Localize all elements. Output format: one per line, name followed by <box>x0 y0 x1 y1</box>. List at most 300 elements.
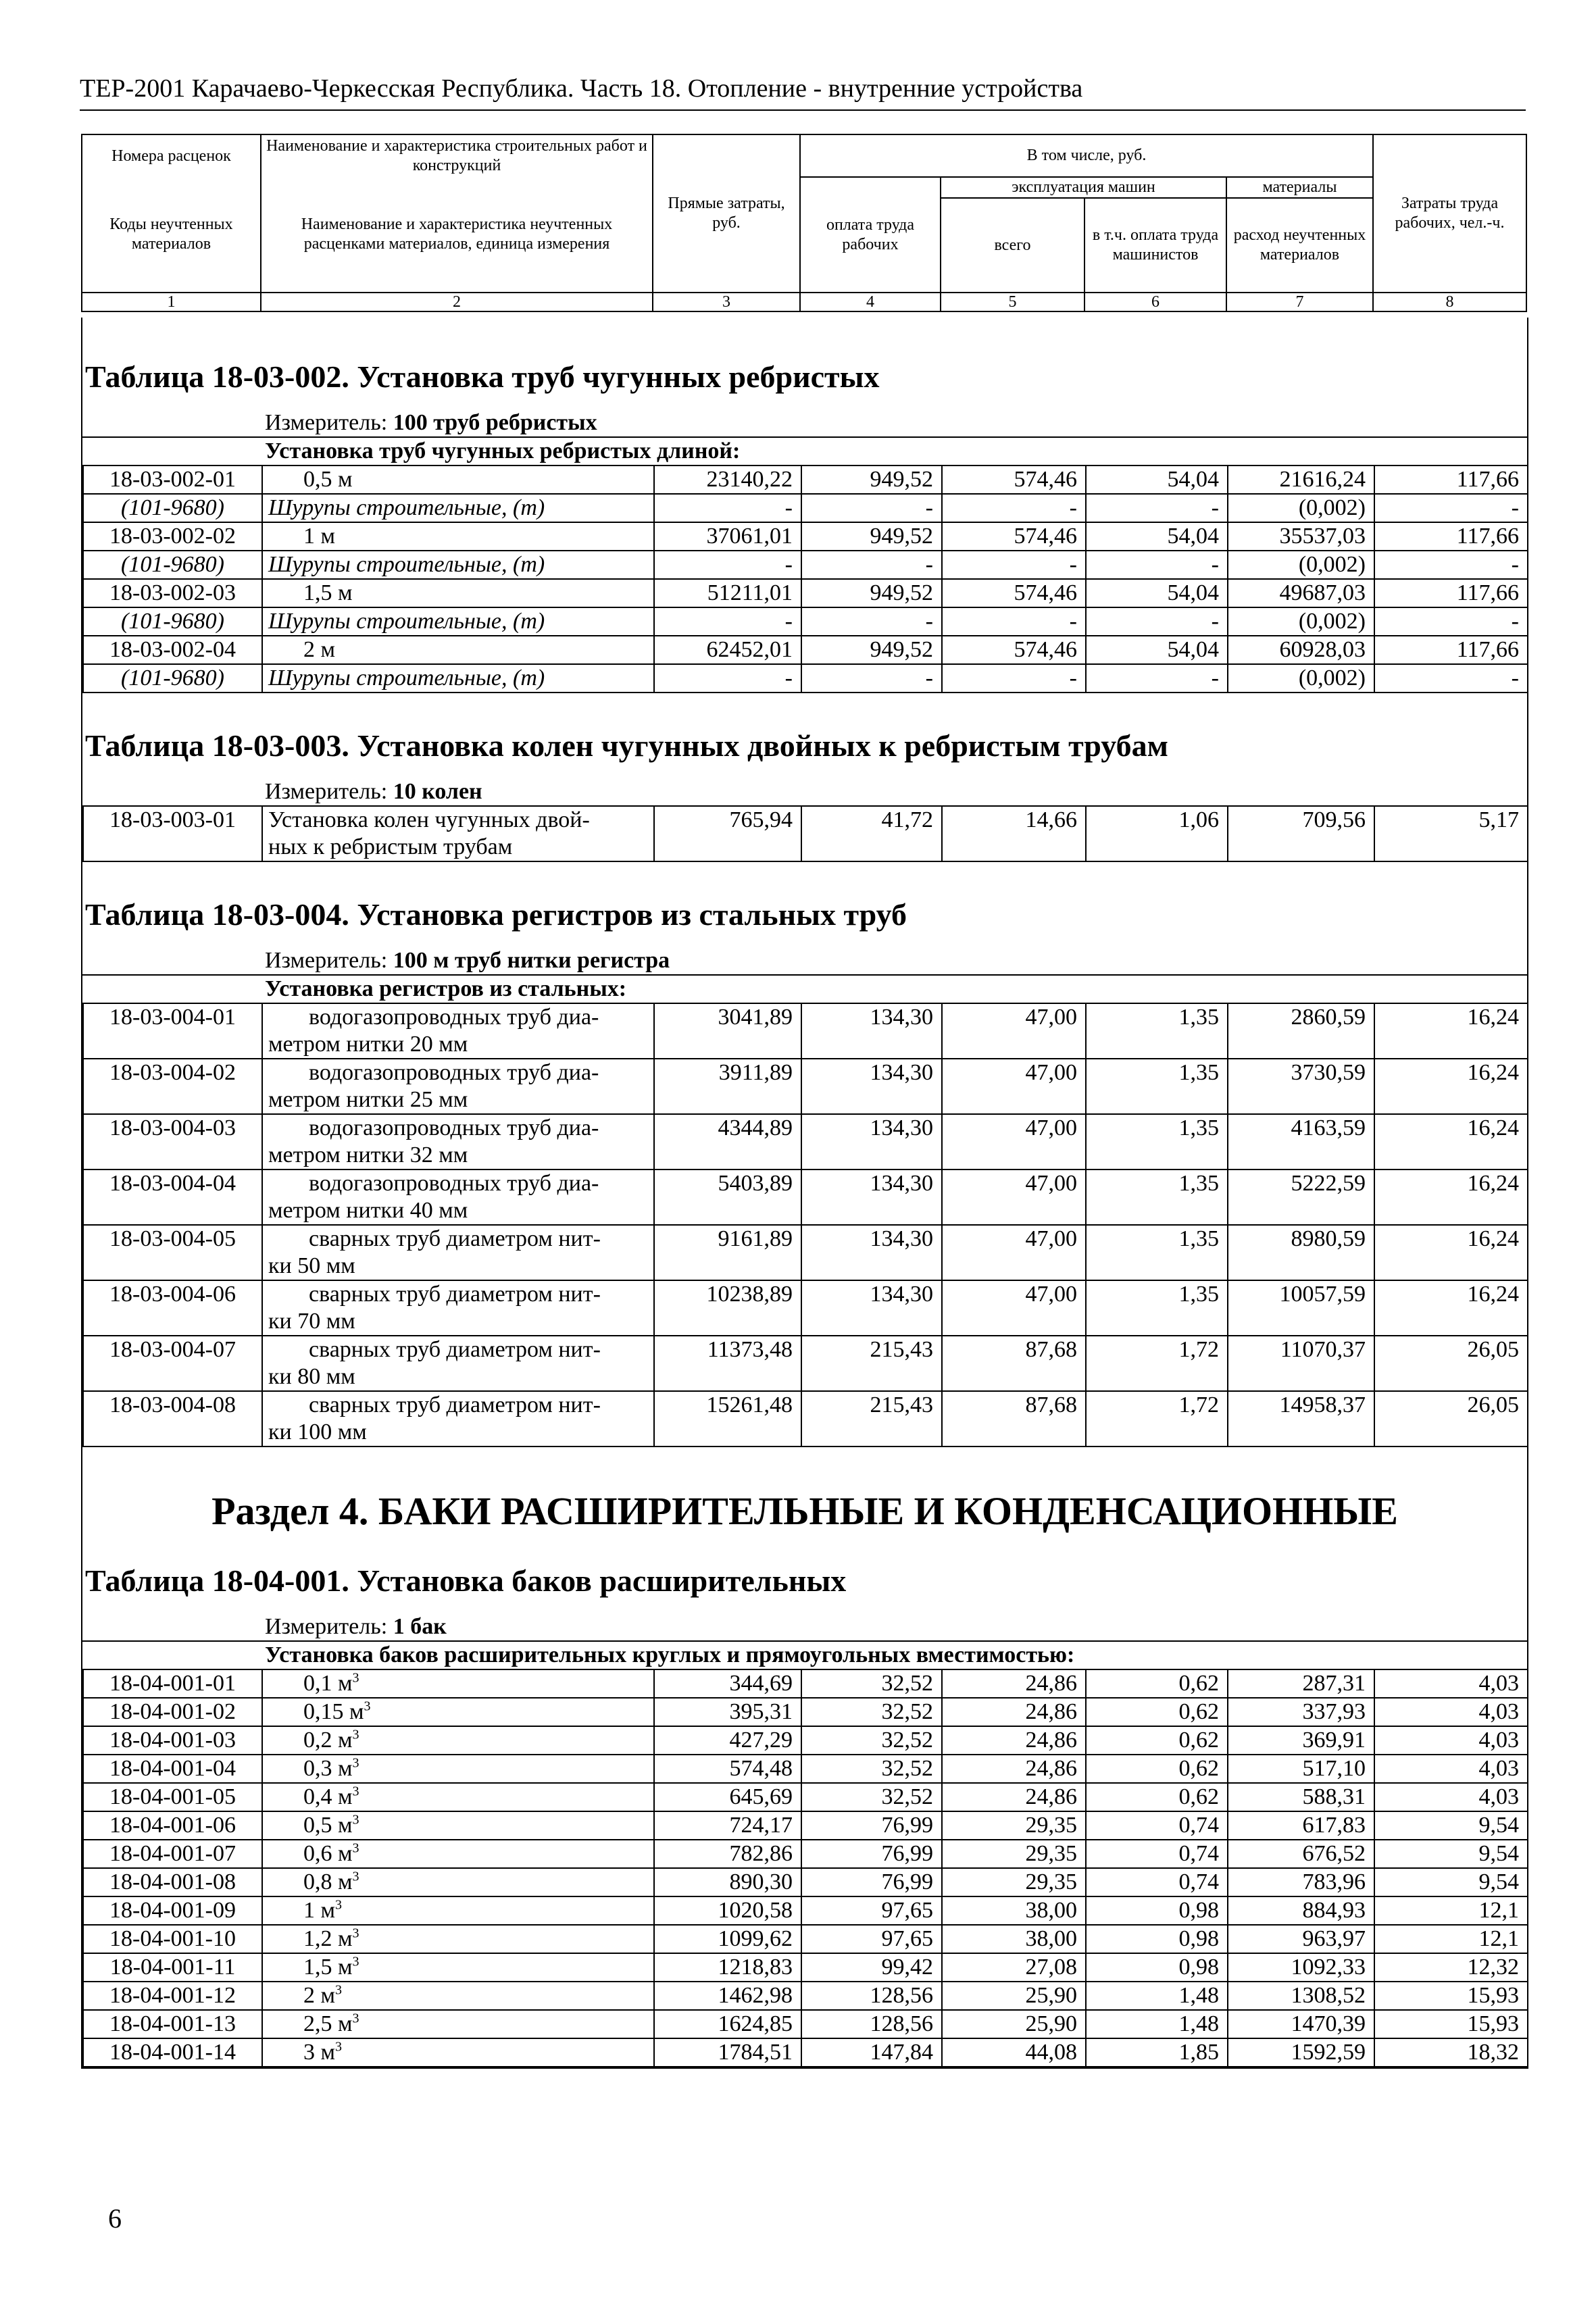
value-cell: - <box>1374 664 1528 693</box>
value-cell: 47,00 <box>942 1059 1086 1114</box>
value-cell: 1784,51 <box>654 2038 801 2067</box>
value-cell: 47,00 <box>942 1280 1086 1336</box>
value-cell: 32,52 <box>801 1783 942 1811</box>
table-row <box>83 2038 1528 2067</box>
table-row <box>83 1670 1528 1698</box>
value-cell: 0,74 <box>1086 1811 1228 1840</box>
value-cell: (0,002) <box>1228 494 1374 522</box>
value-cell: 884,93 <box>1228 1896 1374 1925</box>
table-18-03-003 <box>82 807 1528 862</box>
value-cell: - <box>801 551 942 579</box>
value-cell: 0,62 <box>1086 1698 1228 1726</box>
value-cell: 3911,89 <box>654 1059 801 1114</box>
table-row <box>83 1953 1528 1982</box>
value-cell: 117,66 <box>1374 522 1528 551</box>
value-cell: 1,35 <box>1086 1225 1228 1280</box>
value-cell: 890,30 <box>654 1868 801 1896</box>
value-cell: 32,52 <box>801 1726 942 1755</box>
value-cell: 3041,89 <box>654 1004 801 1059</box>
value-cell: 0,62 <box>1086 1670 1228 1698</box>
table-row <box>83 494 1528 522</box>
table-18-03-002 <box>82 466 1528 693</box>
col-num: 1 <box>82 293 261 311</box>
value-cell: 574,46 <box>942 466 1086 494</box>
value-cell: 76,99 <box>801 1840 942 1868</box>
value-cell: 32,52 <box>801 1755 942 1783</box>
value-cell: 97,65 <box>801 1925 942 1953</box>
name-cell: 2 $м^3$ <box>262 1982 654 2010</box>
value-cell: - <box>942 664 1086 693</box>
page-header: ТЕР-2001 Карачаево-Черкесская Республика. Часть 18. Отопление - внутренние устройства <box>80 73 1526 111</box>
name-cell: 2,5 $м^3$ <box>262 2010 654 2038</box>
code-cell: 18-03-004-04 <box>83 1169 262 1225</box>
value-cell: 574,46 <box>942 636 1086 664</box>
value-cell: 5222,59 <box>1228 1169 1374 1225</box>
name-cell: 0,3 $м^3$ <box>262 1755 654 1783</box>
col-header-2-top: Наименование и характеристика строительных работ и конструкций <box>261 134 653 177</box>
table-row <box>83 1114 1528 1169</box>
value-cell: 10057,59 <box>1228 1280 1374 1336</box>
name-cell: водогазопроводных труб диа- метром нитки 40 мм <box>262 1169 654 1225</box>
value-cell: 724,17 <box>654 1811 801 1840</box>
code-cell: 18-04-001-01 <box>83 1670 262 1698</box>
value-cell: 782,86 <box>654 1840 801 1868</box>
value-cell: 1470,39 <box>1228 2010 1374 2038</box>
col-header-8: Затраты труда рабочих, чел.-ч. <box>1373 134 1526 293</box>
value-cell: 369,91 <box>1228 1726 1374 1755</box>
value-cell: 4163,59 <box>1228 1114 1374 1169</box>
table-title: Таблица 18-03-003. Установка колен чугунных двойных к ребристым трубам <box>85 728 1168 763</box>
value-cell: 1,48 <box>1086 1982 1228 2010</box>
value-cell: 49687,03 <box>1228 579 1374 607</box>
value-cell: 47,00 <box>942 1225 1086 1280</box>
value-cell: 395,31 <box>654 1698 801 1726</box>
value-cell: 117,66 <box>1374 636 1528 664</box>
value-cell: 1462,98 <box>654 1982 801 2010</box>
value-cell: 709,56 <box>1228 807 1374 861</box>
col-header-6: в т.ч. оплата труда машинистов <box>1084 198 1226 293</box>
value-cell: 76,99 <box>801 1868 942 1896</box>
table-row <box>83 466 1528 494</box>
table-row <box>83 1225 1528 1280</box>
col-num: 7 <box>1226 293 1373 311</box>
code-cell: 18-03-002-04 <box>83 636 262 664</box>
measure: Измеритель: 100 м труб нитки регистра <box>82 947 1527 976</box>
code-cell: 18-04-001-02 <box>83 1698 262 1726</box>
value-cell: 1,48 <box>1086 2010 1228 2038</box>
value-cell: (0,002) <box>1228 551 1374 579</box>
value-cell: 147,84 <box>801 2038 942 2067</box>
value-cell: (0,002) <box>1228 664 1374 693</box>
value-cell: 27,08 <box>942 1953 1086 1982</box>
code-cell: 18-03-004-07 <box>83 1336 262 1391</box>
value-cell: 51211,01 <box>654 579 801 607</box>
code-cell: 18-04-001-13 <box>83 2010 262 2038</box>
value-cell: 949,52 <box>801 466 942 494</box>
value-cell: 47,00 <box>942 1114 1086 1169</box>
code-cell: 18-04-001-04 <box>83 1755 262 1783</box>
value-cell: 16,24 <box>1374 1004 1528 1059</box>
value-cell: 783,96 <box>1228 1868 1374 1896</box>
value-cell: - <box>801 607 942 636</box>
col-num: 6 <box>1084 293 1226 311</box>
value-cell: 9,54 <box>1374 1840 1528 1868</box>
value-cell: 5403,89 <box>654 1169 801 1225</box>
col-num: 8 <box>1373 293 1526 311</box>
section-title: Раздел 4. БАКИ РАСШИРИТЕЛЬНЫЕ И КОНДЕНСАЦИОННЫЕ <box>211 1489 1398 1533</box>
group-label: Установка регистров из стальных: <box>82 976 1527 1004</box>
code-cell: 18-04-001-11 <box>83 1953 262 1982</box>
code-cell: 18-03-004-02 <box>83 1059 262 1114</box>
value-cell: 1624,85 <box>654 2010 801 2038</box>
value-cell: 1092,33 <box>1228 1953 1374 1982</box>
value-cell: 0,98 <box>1086 1953 1228 1982</box>
table-row <box>83 664 1528 693</box>
table-row <box>83 1982 1528 2010</box>
value-cell: - <box>1086 551 1228 579</box>
value-cell: 617,83 <box>1228 1811 1374 1840</box>
value-cell: 24,86 <box>942 1726 1086 1755</box>
name-cell: 1 $м^3$ <box>262 1896 654 1925</box>
value-cell: 1,72 <box>1086 1336 1228 1391</box>
name-cell: сварных труб диаметром нит- ки 80 мм <box>262 1336 654 1391</box>
col-header-1-top: Номера расценок <box>82 134 261 177</box>
value-cell: 1,06 <box>1086 807 1228 861</box>
name-cell: 0,8 $м^3$ <box>262 1868 654 1896</box>
name-cell: 0,1 $м^3$ <box>262 1670 654 1698</box>
material-name-cell: Шурупы строительные, (т) <box>262 551 654 579</box>
value-cell: - <box>942 551 1086 579</box>
code-cell: 18-04-001-08 <box>83 1868 262 1896</box>
value-cell: 54,04 <box>1086 466 1228 494</box>
code-cell: 18-03-002-02 <box>83 522 262 551</box>
name-cell: 1,5 м <box>262 579 654 607</box>
value-cell: - <box>942 494 1086 522</box>
value-cell: 54,04 <box>1086 522 1228 551</box>
value-cell: 12,32 <box>1374 1953 1528 1982</box>
value-cell: 15261,48 <box>654 1391 801 1447</box>
value-cell: 1,85 <box>1086 2038 1228 2067</box>
value-cell: 0,98 <box>1086 1896 1228 1925</box>
measure: Измеритель: 1 бак <box>82 1613 1527 1642</box>
value-cell: - <box>1374 551 1528 579</box>
table-row <box>83 636 1528 664</box>
table-18-03-004 <box>82 1004 1528 1447</box>
material-code-cell: (101-9680) <box>83 551 262 579</box>
name-cell: водогазопроводных труб диа- метром нитки 32 мм <box>262 1114 654 1169</box>
value-cell: 12,1 <box>1374 1896 1528 1925</box>
value-cell: 134,30 <box>801 1114 942 1169</box>
value-cell: 35537,03 <box>1228 522 1374 551</box>
value-cell: 38,00 <box>942 1925 1086 1953</box>
table-title: Таблица 18-04-001. Установка баков расширительных <box>85 1563 847 1598</box>
value-cell: 963,97 <box>1228 1925 1374 1953</box>
value-cell: 588,31 <box>1228 1783 1374 1811</box>
value-cell: - <box>942 607 1086 636</box>
value-cell: 47,00 <box>942 1169 1086 1225</box>
value-cell: 14,66 <box>942 807 1086 861</box>
value-cell: 949,52 <box>801 579 942 607</box>
value-cell: 4,03 <box>1374 1783 1528 1811</box>
code-cell: 18-03-004-01 <box>83 1004 262 1059</box>
table-row <box>83 1059 1528 1114</box>
value-cell: 1308,52 <box>1228 1982 1374 2010</box>
col-header-2-bottom: Наименование и характеристика неучтенных расценками материалов, единица измерения <box>261 177 653 293</box>
value-cell: 16,24 <box>1374 1059 1528 1114</box>
table-row <box>83 522 1528 551</box>
value-cell: 4,03 <box>1374 1670 1528 1698</box>
table-title: Таблица 18-03-002. Установка труб чугунных ребристых <box>85 359 880 394</box>
value-cell: 44,08 <box>942 2038 1086 2067</box>
value-cell: 949,52 <box>801 522 942 551</box>
value-cell: 62452,01 <box>654 636 801 664</box>
name-cell: сварных труб диаметром нит- ки 100 мм <box>262 1391 654 1447</box>
value-cell: 427,29 <box>654 1726 801 1755</box>
code-cell: 18-03-002-03 <box>83 579 262 607</box>
content <box>81 318 1528 2069</box>
value-cell: 24,86 <box>942 1670 1086 1698</box>
value-cell: 16,24 <box>1374 1225 1528 1280</box>
value-cell: - <box>801 664 942 693</box>
value-cell: 949,52 <box>801 636 942 664</box>
value-cell: 9,54 <box>1374 1811 1528 1840</box>
table-row <box>83 2010 1528 2038</box>
value-cell: 99,42 <box>801 1953 942 1982</box>
name-cell: 3 $м^3$ <box>262 2038 654 2067</box>
col-num: 4 <box>800 293 941 311</box>
value-cell: 24,86 <box>942 1783 1086 1811</box>
value-cell: - <box>1374 607 1528 636</box>
col-header-3: Прямые затраты, руб. <box>653 134 800 293</box>
value-cell: 29,35 <box>942 1868 1086 1896</box>
code-cell: 18-03-003-01 <box>83 807 262 861</box>
name-cell: водогазопроводных труб диа- метром нитки 20 мм <box>262 1004 654 1059</box>
col-num: 3 <box>653 293 800 311</box>
col-num: 5 <box>941 293 1084 311</box>
name-cell: 0,2 $м^3$ <box>262 1726 654 1755</box>
value-cell: 11070,37 <box>1228 1336 1374 1391</box>
material-code-cell: (101-9680) <box>83 607 262 636</box>
value-cell: 1020,58 <box>654 1896 801 1925</box>
value-cell: 87,68 <box>942 1336 1086 1391</box>
value-cell: 32,52 <box>801 1670 942 1698</box>
table-row <box>83 1004 1528 1059</box>
value-cell: 76,99 <box>801 1811 942 1840</box>
value-cell: 287,31 <box>1228 1670 1374 1698</box>
value-cell: 0,62 <box>1086 1755 1228 1783</box>
table-row <box>83 1811 1528 1840</box>
value-cell: 29,35 <box>942 1811 1086 1840</box>
value-cell: 24,86 <box>942 1698 1086 1726</box>
value-cell: 1,35 <box>1086 1169 1228 1225</box>
value-cell: 15,93 <box>1374 1982 1528 2010</box>
measure: Измеритель: 10 колен <box>82 778 1527 807</box>
value-cell: 38,00 <box>942 1896 1086 1925</box>
col-num: 2 <box>261 293 653 311</box>
table-row <box>83 1698 1528 1726</box>
value-cell: 1,35 <box>1086 1114 1228 1169</box>
name-cell: сварных труб диаметром нит- ки 50 мм <box>262 1225 654 1280</box>
value-cell: 15,93 <box>1374 2010 1528 2038</box>
value-cell: 215,43 <box>801 1336 942 1391</box>
material-name-cell: Шурупы строительные, (т) <box>262 664 654 693</box>
table-row <box>83 1169 1528 1225</box>
value-cell: 0,98 <box>1086 1925 1228 1953</box>
value-cell: 14958,37 <box>1228 1391 1374 1447</box>
name-cell: водогазопроводных труб диа- метром нитки 25 мм <box>262 1059 654 1114</box>
value-cell: 12,1 <box>1374 1925 1528 1953</box>
code-cell: 18-03-002-01 <box>83 466 262 494</box>
value-cell: 8980,59 <box>1228 1225 1374 1280</box>
table-title: Таблица 18-03-004. Установка регистров из стальных труб <box>85 897 907 932</box>
value-cell: 4,03 <box>1374 1755 1528 1783</box>
value-cell: 25,90 <box>942 2010 1086 2038</box>
table-row <box>83 551 1528 579</box>
col-header-materials: материалы <box>1226 177 1373 198</box>
table-row <box>83 607 1528 636</box>
code-cell: 18-03-004-06 <box>83 1280 262 1336</box>
value-cell: 37061,01 <box>654 522 801 551</box>
value-cell: 9161,89 <box>654 1225 801 1280</box>
value-cell: 4,03 <box>1374 1698 1528 1726</box>
value-cell: (0,002) <box>1228 607 1374 636</box>
value-cell: 60928,03 <box>1228 636 1374 664</box>
table-row <box>83 1896 1528 1925</box>
value-cell: 2860,59 <box>1228 1004 1374 1059</box>
value-cell: - <box>1086 664 1228 693</box>
value-cell: 41,72 <box>801 807 942 861</box>
value-cell: - <box>654 664 801 693</box>
col-header-5: всего <box>941 198 1084 293</box>
col-header-7: расход неучтенных материалов <box>1226 198 1373 293</box>
value-cell: 97,65 <box>801 1896 942 1925</box>
table-18-04-001 <box>82 1670 1528 2067</box>
value-cell: - <box>1374 494 1528 522</box>
value-cell: 4344,89 <box>654 1114 801 1169</box>
value-cell: 54,04 <box>1086 636 1228 664</box>
value-cell: 25,90 <box>942 1982 1086 2010</box>
value-cell: 1,35 <box>1086 1059 1228 1114</box>
value-cell: 1,72 <box>1086 1391 1228 1447</box>
value-cell: - <box>654 607 801 636</box>
value-cell: 1218,83 <box>654 1953 801 1982</box>
value-cell: 11373,48 <box>654 1336 801 1391</box>
page-number: 6 <box>108 2203 122 2234</box>
col-header-4: оплата труда рабочих <box>800 177 941 293</box>
value-cell: - <box>1086 494 1228 522</box>
col-header-machines: эксплуатация машин <box>941 177 1226 198</box>
value-cell: 47,00 <box>942 1004 1086 1059</box>
code-cell: 18-04-001-06 <box>83 1811 262 1840</box>
col-header-1-bottom: Коды неучтенных материалов <box>82 177 261 293</box>
code-cell: 18-04-001-05 <box>83 1783 262 1811</box>
value-cell: 574,46 <box>942 579 1086 607</box>
value-cell: 517,10 <box>1228 1755 1374 1783</box>
value-cell: 0,74 <box>1086 1840 1228 1868</box>
value-cell: 16,24 <box>1374 1169 1528 1225</box>
group-label: Установка труб чугунных ребристых длиной: <box>82 438 1527 466</box>
material-code-cell: (101-9680) <box>83 494 262 522</box>
value-cell: 117,66 <box>1374 579 1528 607</box>
table-row <box>83 1840 1528 1868</box>
value-cell: 4,03 <box>1374 1726 1528 1755</box>
value-cell: 645,69 <box>654 1783 801 1811</box>
name-cell: 0,6 $м^3$ <box>262 1840 654 1868</box>
col-header-incl: В том числе, руб. <box>800 134 1373 177</box>
name-cell: 1,5 $м^3$ <box>262 1953 654 1982</box>
value-cell: - <box>801 494 942 522</box>
value-cell: 54,04 <box>1086 579 1228 607</box>
value-cell: - <box>654 494 801 522</box>
table-row <box>83 1783 1528 1811</box>
column-header-table <box>81 134 1527 312</box>
value-cell: 765,94 <box>654 807 801 861</box>
value-cell: 574,48 <box>654 1755 801 1783</box>
value-cell: 0,74 <box>1086 1868 1228 1896</box>
table-row <box>83 1391 1528 1447</box>
code-cell: 18-04-001-14 <box>83 2038 262 2067</box>
name-cell: 1 м <box>262 522 654 551</box>
value-cell: 676,52 <box>1228 1840 1374 1868</box>
value-cell: 29,35 <box>942 1840 1086 1868</box>
name-cell: 2 м <box>262 636 654 664</box>
value-cell: 1592,59 <box>1228 2038 1374 2067</box>
name-cell: 0,5 м <box>262 466 654 494</box>
name-cell: Установка колен чугунных двой- ных к ребристым трубам <box>262 807 654 861</box>
code-cell: 18-04-001-07 <box>83 1840 262 1868</box>
value-cell: 117,66 <box>1374 466 1528 494</box>
value-cell: 9,54 <box>1374 1868 1528 1896</box>
value-cell: 128,56 <box>801 1982 942 2010</box>
value-cell: 344,69 <box>654 1670 801 1698</box>
value-cell: 21616,24 <box>1228 466 1374 494</box>
material-name-cell: Шурупы строительные, (т) <box>262 494 654 522</box>
value-cell: 0,62 <box>1086 1783 1228 1811</box>
value-cell: 16,24 <box>1374 1280 1528 1336</box>
name-cell: 1,2 $м^3$ <box>262 1925 654 1953</box>
value-cell: 32,52 <box>801 1698 942 1726</box>
table-row <box>83 1336 1528 1391</box>
value-cell: 134,30 <box>801 1280 942 1336</box>
value-cell: 134,30 <box>801 1169 942 1225</box>
code-cell: 18-04-001-09 <box>83 1896 262 1925</box>
table-row <box>83 1726 1528 1755</box>
code-cell: 18-04-001-10 <box>83 1925 262 1953</box>
name-cell: 0,4 $м^3$ <box>262 1783 654 1811</box>
value-cell: 18,32 <box>1374 2038 1528 2067</box>
code-cell: 18-03-004-05 <box>83 1225 262 1280</box>
table-row <box>83 579 1528 607</box>
code-cell: 18-04-001-03 <box>83 1726 262 1755</box>
value-cell: 134,30 <box>801 1225 942 1280</box>
group-label: Установка баков расширительных круглых и прямоугольных вместимостью: <box>82 1642 1527 1670</box>
value-cell: 26,05 <box>1374 1336 1528 1391</box>
value-cell: 26,05 <box>1374 1391 1528 1447</box>
value-cell: 1,35 <box>1086 1004 1228 1059</box>
value-cell: 574,46 <box>942 522 1086 551</box>
table-row <box>83 1868 1528 1896</box>
value-cell: 5,17 <box>1374 807 1528 861</box>
value-cell: 10238,89 <box>654 1280 801 1336</box>
value-cell: 128,56 <box>801 2010 942 2038</box>
value-cell: 87,68 <box>942 1391 1086 1447</box>
material-code-cell: (101-9680) <box>83 664 262 693</box>
material-name-cell: Шурупы строительные, (т) <box>262 607 654 636</box>
name-cell: сварных труб диаметром нит- ки 70 мм <box>262 1280 654 1336</box>
name-cell: 0,5 $м^3$ <box>262 1811 654 1840</box>
value-cell: 134,30 <box>801 1059 942 1114</box>
value-cell: - <box>654 551 801 579</box>
